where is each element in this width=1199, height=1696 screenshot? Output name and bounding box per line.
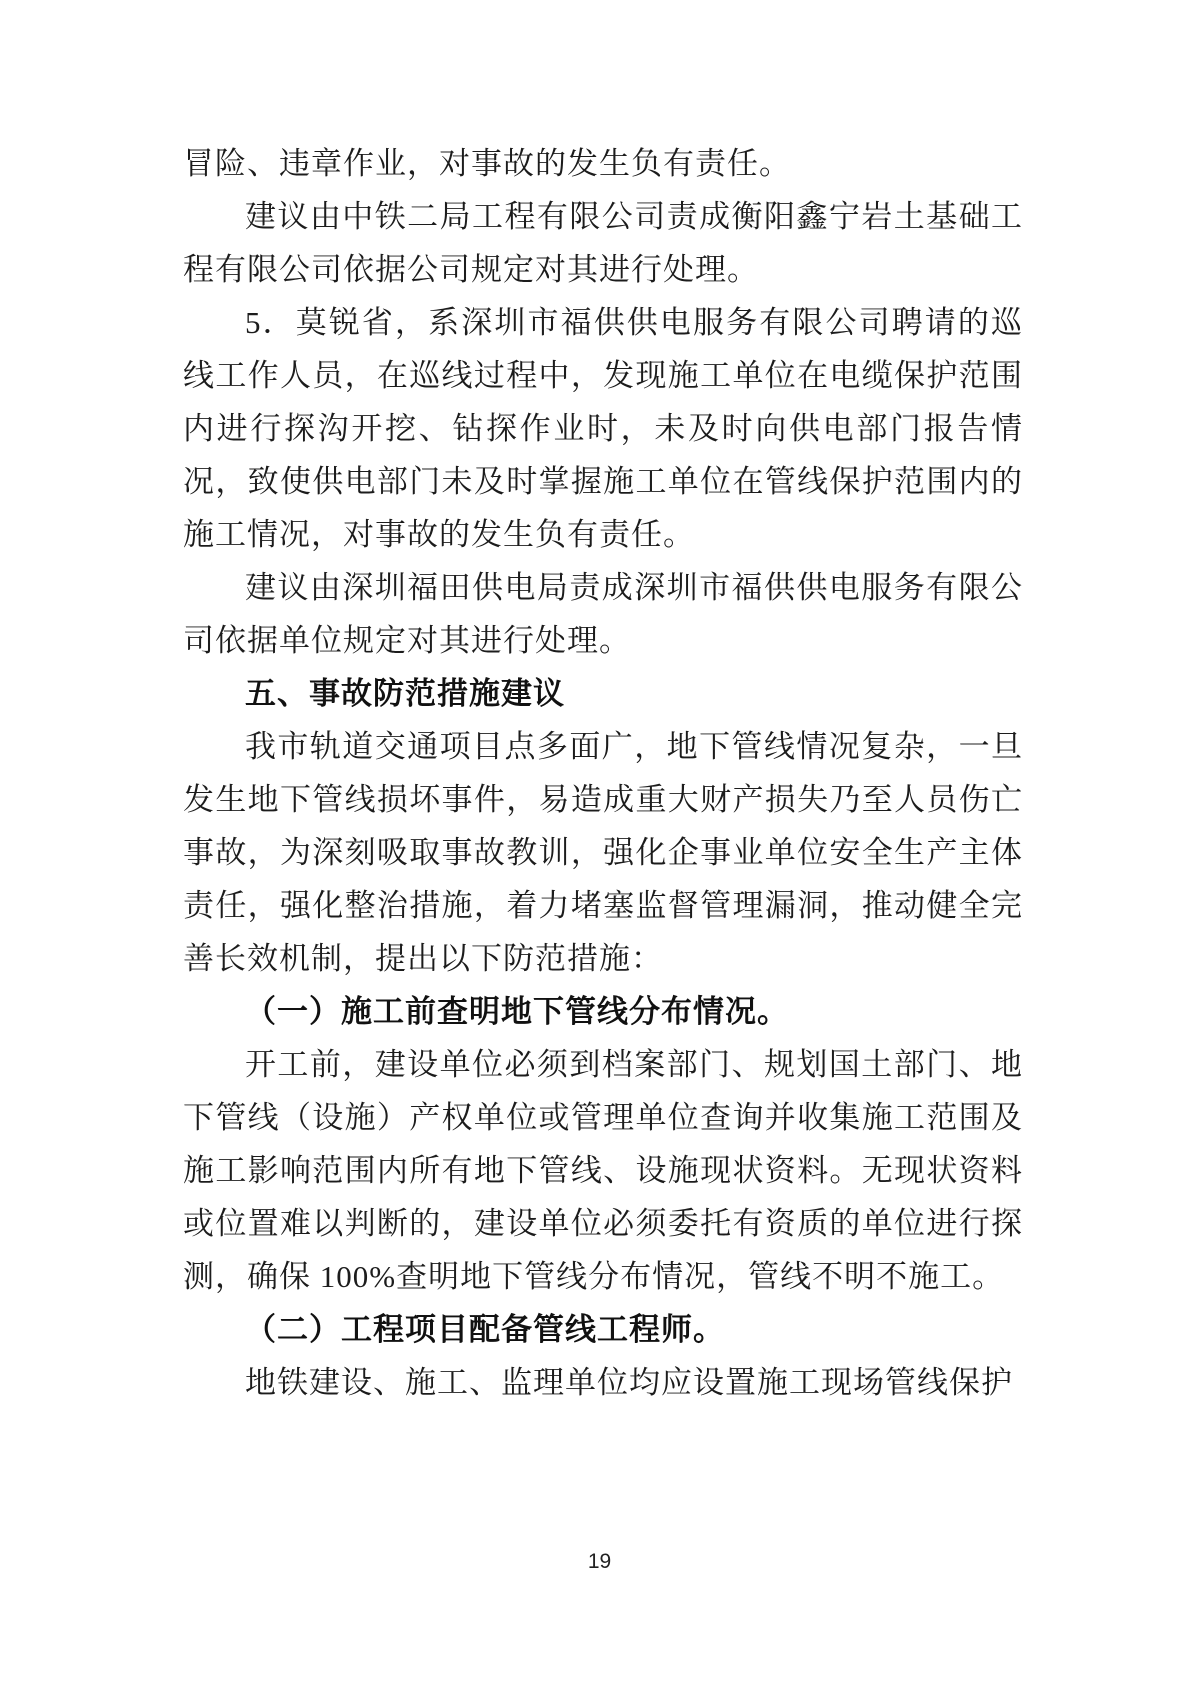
section-heading: （二）工程项目配备管线工程师。 [245,1312,725,1347]
page-number: 19 [587,1550,612,1573]
paragraph: 我市轨道交通项目点多面广，地下管线情况复杂，一旦发生地下管线损坏事件，易造成重大财产损失乃至人员伤亡事故，为深刻吸取事故教训，强化企事业单位安全生产主体责任，强化整治措施，着力堵塞监督管理漏洞，推动健全完善长效机制，提出以下防范措施： [183,729,1023,976]
document-body [183,137,1023,1409]
paragraph: 建议由中铁二局工程有限公司责成衡阳鑫宁岩土基础工程有限公司依据公司规定对其进行处理。 [183,199,1023,287]
paragraph: 5．莫锐省，系深圳市福供供电服务有限公司聘请的巡线工作人员，在巡线过程中，发现施工单位在电缆保护范围内进行探沟开挖、钻探作业时，未及时向供电部门报告情况，致使供电部门未及时掌握施工单位在管线保护范围内的施工情况，对事故的发生负有责任。 [183,305,1023,552]
paragraph: 冒险、违章作业，对事故的发生负有责任。 [183,146,791,181]
paragraph: 地铁建设、施工、监理单位均应设置施工现场管线保护 [245,1365,1013,1400]
section-heading: （一）施工前查明地下管线分布情况。 [245,994,789,1029]
paragraph: 开工前，建设单位必须到档案部门、规划国土部门、地下管线（设施）产权单位或管理单位查询并收集施工范围及施工影响范围内所有地下管线、设施现状资料。无现状资料或位置难以判断的，建设单位必须委托有资质的单位进行探测，确保 100%查明地下管线分布情况，管线不明不施工。 [183,1047,1023,1294]
paragraph: 建议由深圳福田供电局责成深圳市福供供电服务有限公司依据单位规定对其进行处理。 [183,570,1023,658]
section-heading: 五、事故防范措施建议 [245,676,565,711]
